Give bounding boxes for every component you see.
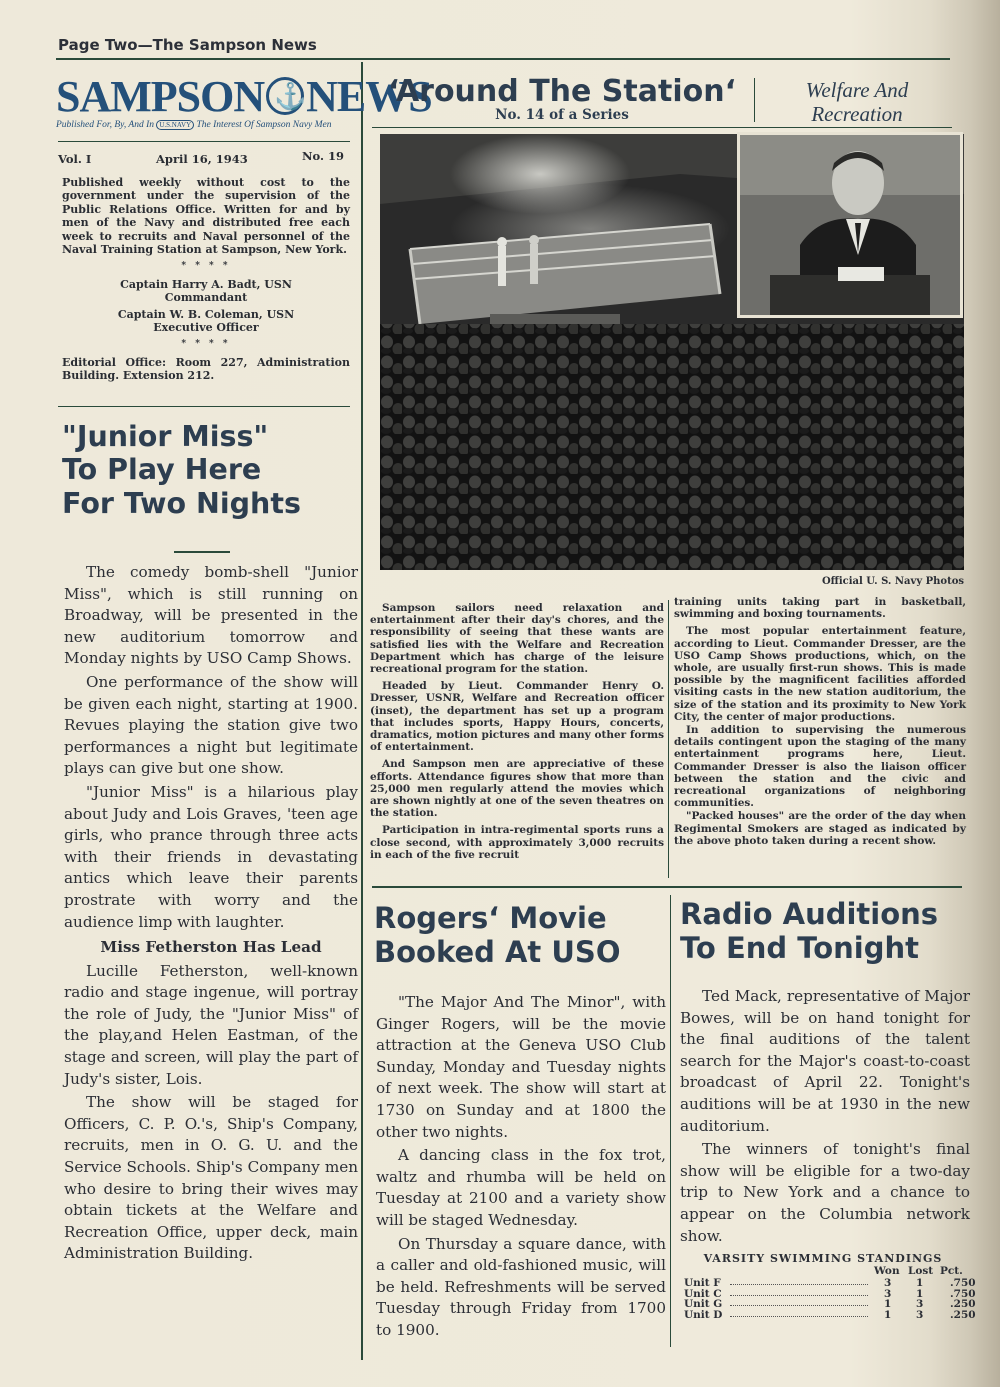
station-story-paragraph: Participation in intra-regimental sports runs a close second, with approximately 3,000 recruits in each of the five recruit bbox=[370, 824, 664, 861]
banner-divider bbox=[754, 78, 755, 122]
top-rule bbox=[56, 58, 950, 60]
unit-won: 1 bbox=[884, 1298, 892, 1310]
commandant-name: Captain Harry A. Badt, USN bbox=[120, 277, 292, 291]
publication-info bbox=[62, 176, 350, 383]
standings-title: VARSITY SWIMMING STANDINGS bbox=[703, 1252, 943, 1265]
leader-dots bbox=[730, 1295, 868, 1296]
unit-name: Unit G bbox=[684, 1298, 723, 1310]
column-divider-masthead bbox=[361, 62, 363, 1360]
radio-headline bbox=[680, 898, 970, 966]
photo-credit: Official U. S. Navy Photos bbox=[821, 576, 964, 587]
editorial-office: Editorial Office: Room 227, Administration Building. Extension 212. bbox=[62, 355, 350, 383]
banner-subtitle: No. 14 of a Series bbox=[495, 107, 629, 123]
header-pct: Pct. bbox=[940, 1265, 963, 1277]
radio-paragraph: The winners of tonight's final show will be eligible for a two-day trip to New York and a chance to appear on the Columbia network show. bbox=[680, 1140, 970, 1245]
rogers-body bbox=[376, 992, 666, 1344]
leader-dots bbox=[730, 1316, 868, 1317]
unit-lost: 1 bbox=[916, 1277, 924, 1289]
stars-divider-2: * * * * bbox=[181, 339, 231, 350]
rogers-headline-1: Rogers‘ Movie bbox=[374, 901, 607, 935]
header-lost: Lost bbox=[908, 1265, 934, 1277]
junior-miss-headline-2: To Play Here bbox=[62, 453, 262, 487]
junior-miss-headline-3: For Two Nights bbox=[62, 486, 301, 520]
officer-portrait-illustration bbox=[740, 135, 960, 315]
unit-lost: 3 bbox=[916, 1308, 924, 1321]
rogers-paragraph: "The Major And The Minor", with Ginger Rogers, will be the movie attraction at the Geneva USO Club Sunday, Monday and Tuesday nights of next week. The show will start at 1730 on Sunday and at 1800 the other two nights. bbox=[376, 993, 666, 1141]
page-folio: Page Two—The Sampson News bbox=[58, 36, 317, 54]
volume-number: Vol. I bbox=[58, 152, 92, 166]
junior-miss-paragraph: One performance of the show will be given each night, starting at 1900. Revues playing the station give two performances a night but legitimate plays can give but one show. bbox=[64, 672, 358, 778]
radio-headline-1: Radio Auditions bbox=[680, 897, 939, 931]
rogers-headline-2: Booked At USO bbox=[374, 934, 621, 969]
table-row bbox=[684, 1308, 976, 1321]
unit-lost: 1 bbox=[916, 1287, 924, 1300]
stars-divider: * * * * bbox=[181, 261, 231, 272]
junior-miss-paragraph: Lucille Fetherston, well-known radio and stage ingenue, will portray the role of Judy, the "Junior Miss" of the play,and Helen Eastman, of the stage and screen, will play the part of Judy's sister, Lois. bbox=[64, 961, 358, 1088]
unit-pct: .750 bbox=[950, 1287, 976, 1300]
junior-miss-subhead: Miss Fetherston Has Lead bbox=[100, 938, 322, 957]
tagline-right: The Interest Of Sampson Navy Men bbox=[196, 120, 332, 130]
leader-dots bbox=[730, 1284, 868, 1285]
masthead-title-left: SAMPSON bbox=[56, 72, 265, 121]
unit-won: 1 bbox=[884, 1308, 892, 1321]
radio-headline-2: To End Tonight bbox=[680, 930, 919, 965]
info-rule bbox=[58, 406, 350, 407]
junior-miss-body bbox=[64, 562, 358, 1267]
junior-miss-paragraph: The comedy bomb-shell "Junior Miss", which is still running on Broadway, will be presented in the new auditorium tomorrow and Monday nights by USO Camp Shows. bbox=[64, 563, 358, 668]
station-story-paragraph: training units taking part in basketball, swimming and boxing tournaments. bbox=[674, 596, 966, 621]
station-story-paragraph: Headed by Lieut. Commander Henry O. Dresser, USNR, Welfare and Recreation officer (inset), the department has set up a program that includes sports, Happy Hours, concerts, dramatics, motion pictures and many other forms of entertainment. bbox=[370, 680, 664, 754]
unit-pct: .750 bbox=[950, 1277, 976, 1289]
banner-section-name bbox=[762, 78, 952, 126]
junior-miss-headline-1: "Junior Miss" bbox=[62, 420, 269, 453]
story-column-divider bbox=[668, 600, 669, 878]
unit-name: Unit C bbox=[684, 1287, 722, 1300]
unit-name: Unit D bbox=[684, 1308, 723, 1321]
station-story-column-1 bbox=[370, 602, 664, 866]
junior-miss-headline bbox=[62, 420, 352, 520]
radio-paragraph: Ted Mack, representative of Major Bowes, will be on hand tonight for the final auditions of the talent search for the Major's coast-to-coast broadcast of April 22. Tonight's auditions will be at 1930 in the new auditorium. bbox=[680, 987, 970, 1135]
unit-pct: .250 bbox=[950, 1298, 976, 1310]
masthead-title bbox=[56, 72, 432, 121]
station-story-paragraph: Sampson sailors need relaxation and entertainment after their day's chores, and the responsibility of seeing that these wants are satisfied lies with the Welfare and Recreation Department which has charge of the leisure recreational program for the station. bbox=[370, 602, 664, 676]
masthead-title-right: NEWS bbox=[306, 72, 432, 121]
unit-won: 3 bbox=[884, 1287, 892, 1300]
station-story-paragraph: The most popular entertainment feature, according to Lieut. Commander Dresser, are the USO Camp Shows productions, which, on the whole, are usually first-run shows. This is made possible by the magnificent facilities afforded visiting casts in the new station auditorium, the size of the station and its proximity to New York City, the center of major productions. bbox=[674, 625, 966, 723]
leader-dots bbox=[730, 1305, 868, 1306]
rogers-paragraph: A dancing class in the fox trot, waltz and rhumba will be held on Tuesday at 2100 and a variety show will be staged Wednesday. bbox=[376, 1146, 666, 1229]
issue-number: No. 19 bbox=[302, 149, 344, 163]
headline-dash bbox=[174, 551, 230, 553]
tagline-badge: U.S.NAVY bbox=[156, 120, 194, 130]
banner-section-line2: Recreation bbox=[811, 102, 903, 126]
commandant-title: Commandant bbox=[164, 291, 248, 305]
unit-name: Unit F bbox=[684, 1277, 721, 1289]
publication-statement: Published weekly without cost to the government under the supervision of the Public Relations Office. Written for and by men of the Navy and distributed free each week to recruits and Naval personnel of the Naval Training Station at Sampson, New York. bbox=[62, 176, 350, 257]
unit-pct: .250 bbox=[950, 1308, 976, 1321]
masthead bbox=[56, 72, 432, 144]
story-rule bbox=[372, 886, 962, 888]
station-story-paragraph: In addition to supervising the numerous details contingent upon the staging of the many entertainment programs here, Lieut. Commander Dresser is also the liaison officer between the station and the civic and recreational organizations of neighboring communities. bbox=[674, 724, 966, 810]
header-won: Won bbox=[874, 1265, 900, 1277]
issue-date: April 16, 1943 bbox=[156, 152, 248, 166]
tagline-left: Published For, By, And In bbox=[56, 120, 154, 130]
junior-miss-paragraph: The show will be staged for Officers, C. P. O.'s, Ship's Company, recruits, men in O. G. U. and the Service Schools. Ship's Company men who desire to bring their wives may obtain tickets at the Welfare and Recreation Office, upper deck, main Administration Building. bbox=[64, 1093, 358, 1263]
masthead-tagline bbox=[56, 120, 350, 130]
station-story-paragraph: "Packed houses" are the order of the day when Regimental Smokers are staged as indicated by the above photo taken during a recent show. bbox=[674, 810, 966, 847]
unit-lost: 3 bbox=[916, 1298, 924, 1310]
officer-inset-photo bbox=[737, 132, 963, 318]
anchor-icon bbox=[266, 77, 304, 115]
banner-rule bbox=[372, 127, 952, 128]
station-story-column-2 bbox=[674, 596, 966, 852]
table-row bbox=[684, 1298, 976, 1310]
junior-miss-paragraph: "Junior Miss" is a hilarious play about Judy and Lois Graves, 'teen age girls, who prance through three acts with their friends in devastating antics which leave their parents prostrate with worry and the audience limp with laughter. bbox=[64, 782, 358, 931]
rogers-paragraph: On Thursday a square dance, with a caller and old-fashioned music, will be held. Refreshments will be served Tuesday through Friday from 1700 to 1900. bbox=[376, 1234, 666, 1339]
radio-body bbox=[680, 986, 970, 1249]
exec-officer-name: Captain W. B. Coleman, USN bbox=[117, 307, 295, 321]
bottom-column-divider bbox=[670, 895, 671, 1347]
exec-officer-title: Executive Officer bbox=[153, 321, 259, 335]
table-row bbox=[684, 1277, 976, 1289]
banner-section-line1: Welfare And bbox=[805, 78, 909, 102]
rogers-headline bbox=[374, 902, 666, 970]
banner-title: ‘Around The Station‘ bbox=[387, 74, 736, 109]
unit-won: 3 bbox=[884, 1277, 892, 1289]
swimming-standings-table bbox=[684, 1252, 976, 1321]
station-story-paragraph: And Sampson men are appreciative of these efforts. Attendance figures show that more than 25,000 men regularly attend the movies which are shown nightly at one of the seven theatres on the station. bbox=[370, 758, 664, 820]
